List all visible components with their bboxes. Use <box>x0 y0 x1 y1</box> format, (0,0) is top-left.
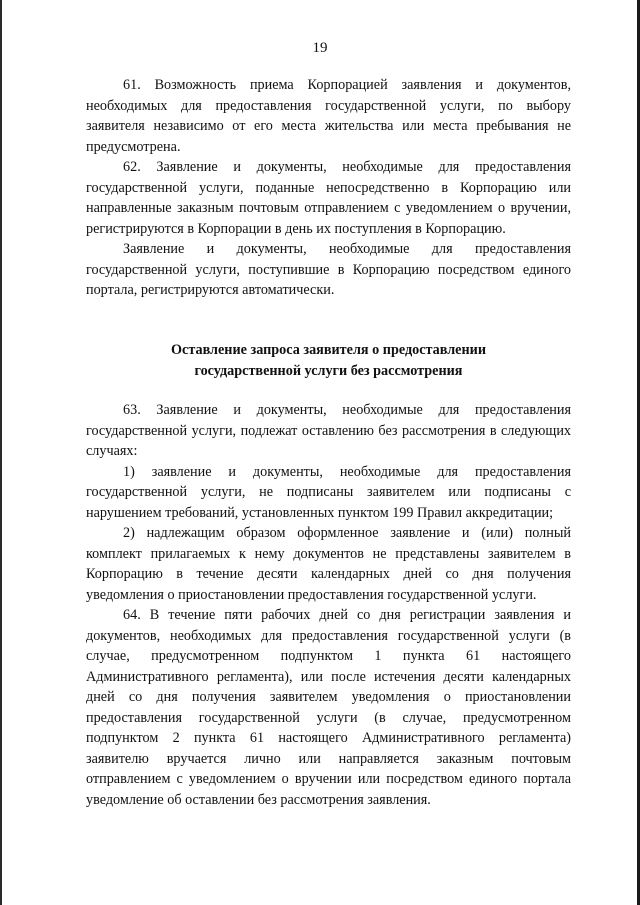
paragraph-62-portal: Заявление и документы, необходимые для предоставления государственной услуги, поступившие в Корпорацию посредством единого портала, регистрируются автоматически. <box>86 241 571 298</box>
paragraph-63: 63. Заявление и документы, необходимые для предоставления государственной услуги, подлежат оставлению без рассмотрения в следующих случаях: <box>86 402 571 459</box>
section-heading-line-1: Оставление запроса заявителя о предоставлении <box>171 342 486 358</box>
paragraph-63-item-2: 2) надлежащим образом оформленное заявление и (или) полный комплект прилагаемых к нему документов не представлены заявителем в Корпорацию в течение десяти календарных дней со дня получения уведомления о приостановлении предоставления государственной услуги. <box>86 525 571 603</box>
paragraph-64: 64. В течение пяти рабочих дней со дня регистрации заявления и документов, необходимых для предоставления государственной услуги (в случае, предусмотренном подпунктом 1 пункта 61 настоящего Административного регламента), или после истечения десяти календарных дней со дня получения заявителем уведомления о приостановлении предоставления государственной услуги (в случае, предусмотренном подпунктом 2 пункта 61 настоящего Административного регламента) заявителю вручается лично или направляется заказным почтовым отправлением с уведомлением о вручении или посредством единого портала уведомление об оставлении без рассмотрения заявления. <box>86 607 571 808</box>
section-heading-line-2: государственной услуги без рассмотрения <box>194 362 463 379</box>
paragraph-62: 62. Заявление и документы, необходимые для предоставления государственной услуги, поданные непосредственно в Корпорацию или направленные заказным почтовым отправлением с уведомлением о вручении, регистрируются в Корпорации в день их поступления в Корпорацию. <box>86 159 571 237</box>
scan-edge-left <box>0 0 2 905</box>
section-leave-without-review <box>86 400 571 810</box>
section-heading <box>86 340 571 381</box>
paragraph-61: 61. Возможность приема Корпорацией заявления и документов, необходимых для предоставления государственной услуги, по выбору заявителя независимо от его места жительства или места пребывания не предусмотрена. <box>86 77 571 155</box>
section-procedure <box>86 75 571 301</box>
page-number: 19 <box>312 40 328 56</box>
paragraph-63-item-1: 1) заявление и документы, необходимые для предоставления государственной услуги, не подписаны заявителем или подписаны с нарушением требований, установленных пунктом 199 Правил аккредитации; <box>86 463 571 521</box>
